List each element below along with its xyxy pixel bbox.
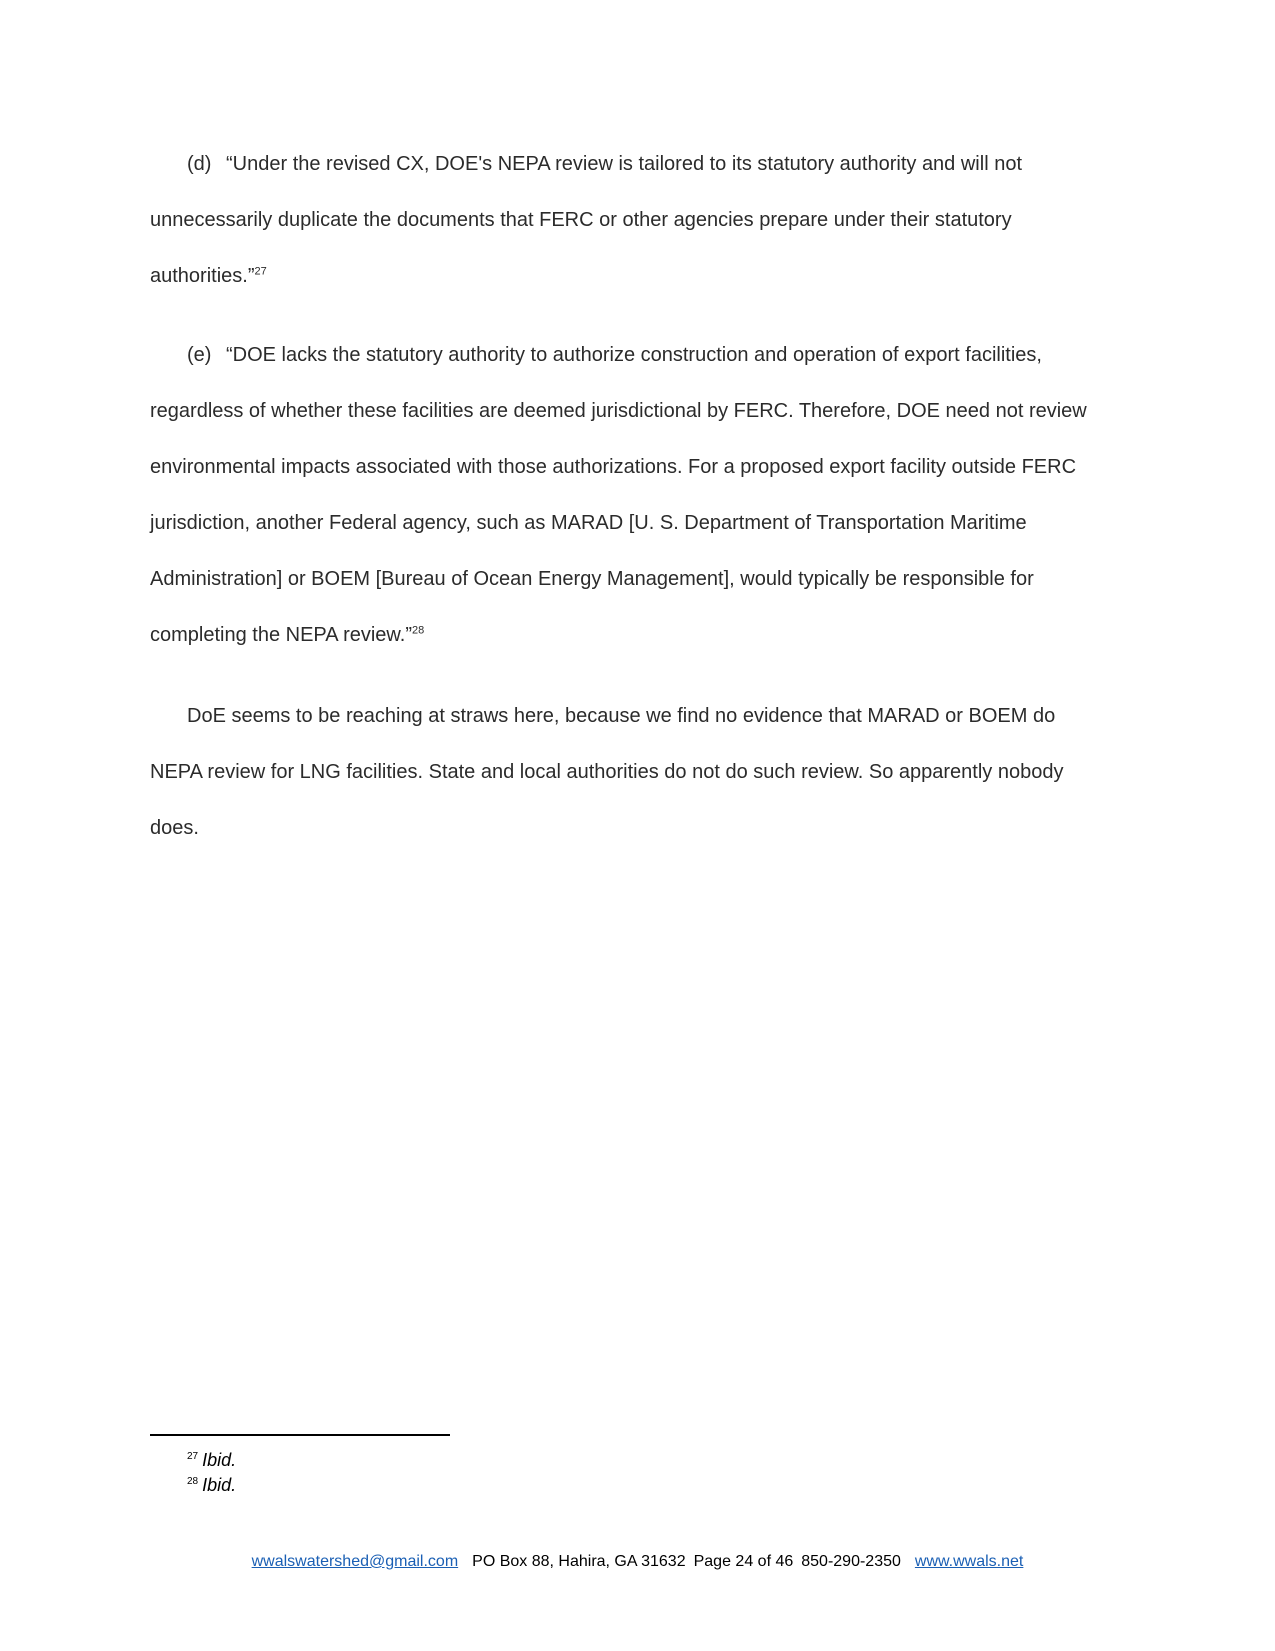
paragraph-e-line-3: environmental impacts associated with those authorizations. For a proposed export facility outside FERC: [150, 456, 1077, 478]
footnotes: [187, 1448, 236, 1498]
footnote-27-number: 27: [187, 1451, 199, 1462]
paragraph-e-label: (e): [187, 344, 212, 366]
footnote-28: [187, 1473, 236, 1498]
paragraph-e-text-1: “DOE lacks the statutory authority to authorize construction and operation of export facilities,: [226, 344, 1042, 366]
paragraph-d-line-2: unnecessarily duplicate the documents that FERC or other agencies prepare under their statutory: [150, 209, 1012, 231]
paragraph-e: [150, 327, 1140, 663]
page-footer: [0, 1553, 1275, 1571]
footer-website-link[interactable]: www.wwals.net: [914, 1553, 1024, 1570]
paragraph-d: [150, 136, 1140, 304]
footer-email-link[interactable]: wwalswatershed@gmail.com: [251, 1553, 459, 1570]
paragraph-comment-line-2: NEPA review for LNG facilities. State and local authorities do not do such review. So apparently nobody: [150, 761, 1064, 783]
footnote-28-text: Ibid.: [202, 1475, 237, 1495]
paragraph-e-text-6: completing the NEPA review.”: [150, 624, 412, 646]
paragraph-d-line-3: [150, 248, 1140, 304]
footnote-separator: [150, 1434, 450, 1436]
footer-page-number: Page 24 of 46: [693, 1553, 794, 1570]
paragraph-e-line-5: Administration] or BOEM [Bureau of Ocean Energy Management], would typically be responsible for: [150, 568, 1034, 590]
footnote-ref-27[interactable]: 27: [254, 265, 267, 278]
paragraph-comment-line-1: DoE seems to be reaching at straws here, because we find no evidence that MARAD or BOEM do: [187, 705, 1056, 727]
paragraph-d-line-1: [150, 136, 1140, 192]
paragraph-d-text-3: authorities.”: [150, 265, 255, 287]
paragraph-e-line-6: [150, 607, 1140, 663]
footnote-27: [187, 1448, 236, 1473]
paragraph-comment: [150, 688, 1140, 856]
footer-phone: 850-290-2350: [801, 1553, 901, 1570]
footnote-27-text: Ibid.: [202, 1450, 237, 1470]
paragraph-e-line-1: [150, 327, 1140, 383]
paragraph-d-label: (d): [187, 153, 212, 175]
paragraph-e-line-2: regardless of whether these facilities are deemed jurisdictional by FERC. Therefore, DOE need not review: [150, 400, 1087, 422]
paragraph-comment-line-3: does.: [150, 817, 199, 839]
footer-address: PO Box 88, Hahira, GA 31632: [472, 1553, 686, 1570]
footnote-ref-28[interactable]: 28: [411, 624, 425, 637]
footnote-28-number: 28: [187, 1476, 199, 1487]
paragraph-e-line-4: jurisdiction, another Federal agency, such as MARAD [U. S. Department of Transportation Maritime: [150, 512, 1027, 534]
paragraph-d-text-1: “Under the revised CX, DOE's NEPA review is tailored to its statutory authority and will not: [226, 153, 1022, 175]
